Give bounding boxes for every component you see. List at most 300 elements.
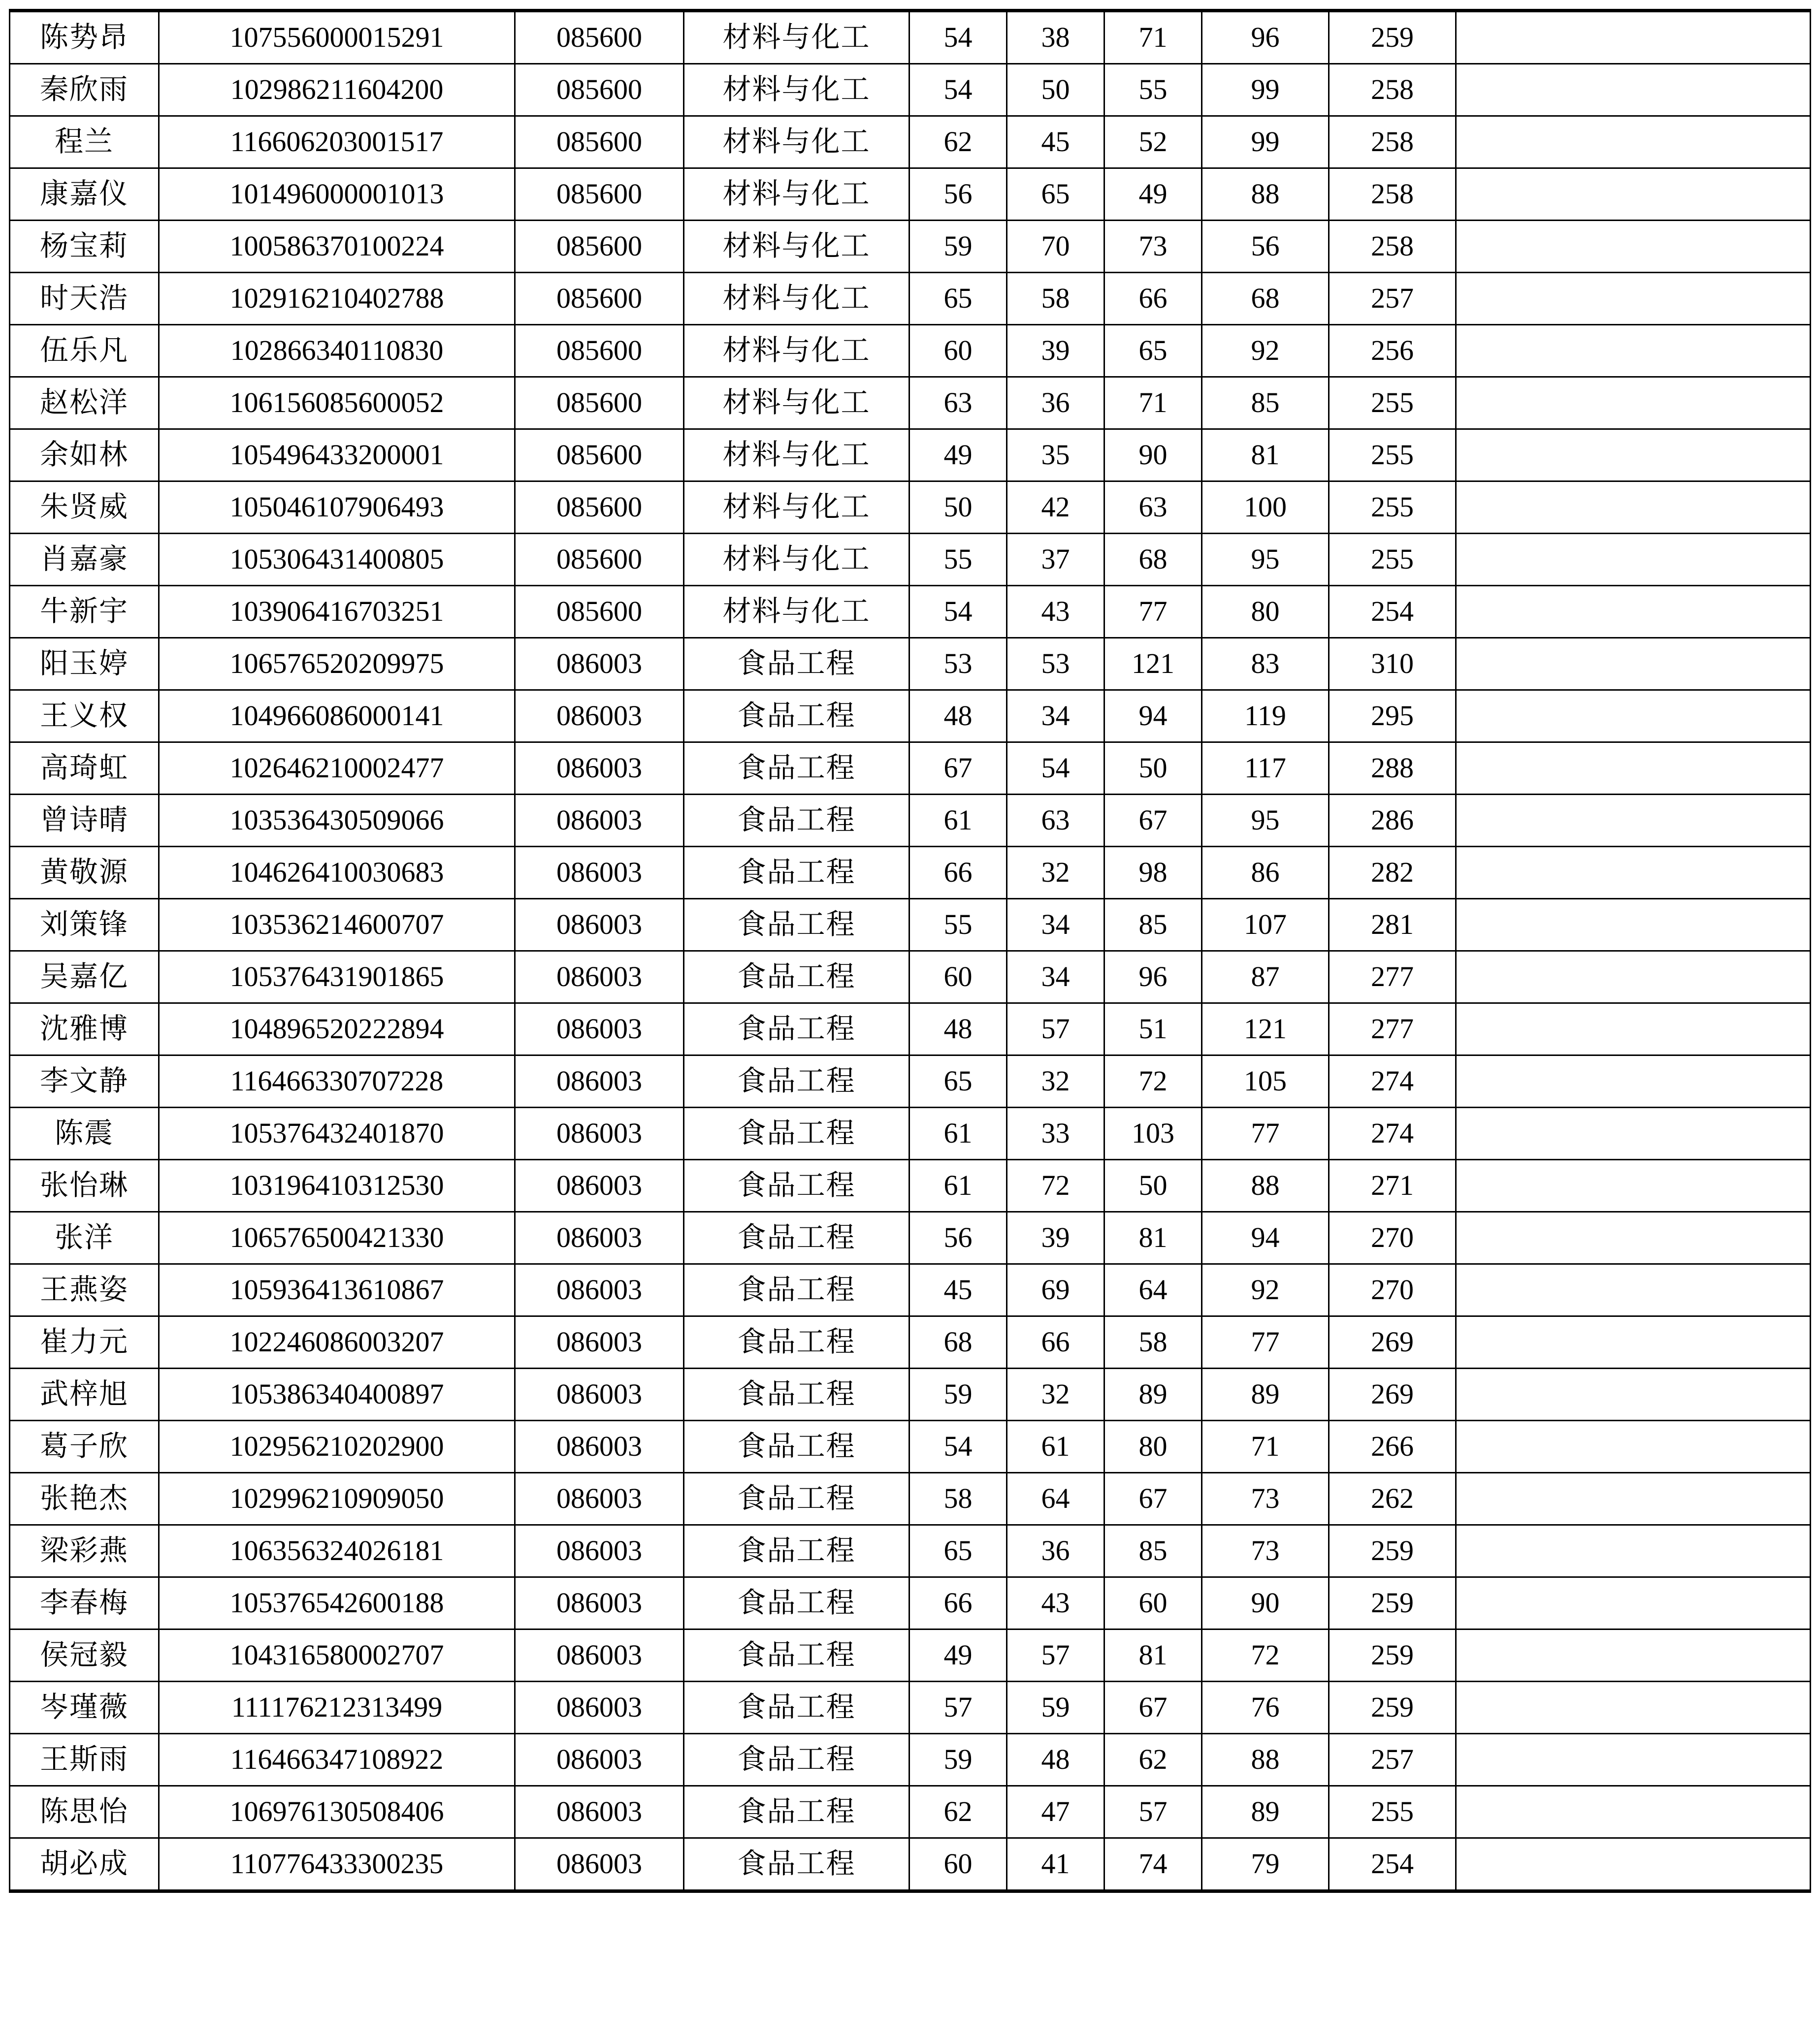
table-row [10, 64, 1811, 116]
cell-score-professional: 73 [1202, 1473, 1329, 1525]
cell-remark [1456, 742, 1811, 795]
cell-name: 张怡琳 [10, 1160, 159, 1212]
cell-major-code: 085600 [515, 481, 684, 534]
cell-remark [1456, 1055, 1811, 1108]
cell-score-politics: 45 [909, 1264, 1007, 1316]
cell-score-math: 71 [1104, 377, 1202, 429]
cell-score-english: 48 [1007, 1734, 1104, 1786]
cell-major-name: 食品工程 [684, 795, 909, 847]
cell-score-math: 63 [1104, 481, 1202, 534]
cell-score-english: 45 [1007, 116, 1104, 168]
cell-major-code: 086003 [515, 1421, 684, 1473]
table-row [10, 1473, 1811, 1525]
cell-score-professional: 121 [1202, 1003, 1329, 1055]
cell-major-code: 085600 [515, 168, 684, 221]
cell-score-politics: 65 [909, 1525, 1007, 1577]
cell-exam-id: 105386340400897 [159, 1369, 515, 1421]
table-row [10, 221, 1811, 273]
cell-score-math: 85 [1104, 899, 1202, 951]
cell-exam-id: 111176212313499 [159, 1682, 515, 1734]
cell-remark [1456, 1264, 1811, 1316]
cell-remark [1456, 1629, 1811, 1682]
cell-exam-id: 105306431400805 [159, 534, 515, 586]
cell-major-code: 086003 [515, 899, 684, 951]
cell-major-code: 085600 [515, 429, 684, 481]
table-row [10, 690, 1811, 742]
table-row [10, 273, 1811, 325]
cell-score-math: 65 [1104, 325, 1202, 377]
cell-score-english: 32 [1007, 1055, 1104, 1108]
cell-score-math: 66 [1104, 273, 1202, 325]
cell-exam-id: 100586370100224 [159, 221, 515, 273]
cell-score-professional: 83 [1202, 638, 1329, 690]
cell-exam-id: 102996210909050 [159, 1473, 515, 1525]
cell-exam-id: 106156085600052 [159, 377, 515, 429]
cell-name: 曾诗晴 [10, 795, 159, 847]
cell-total: 274 [1329, 1055, 1456, 1108]
cell-score-politics: 61 [909, 1160, 1007, 1212]
cell-score-professional: 94 [1202, 1212, 1329, 1264]
cell-score-math: 57 [1104, 1786, 1202, 1838]
cell-total: 259 [1329, 1629, 1456, 1682]
cell-major-code: 086003 [515, 742, 684, 795]
cell-total: 277 [1329, 1003, 1456, 1055]
cell-major-name: 食品工程 [684, 1682, 909, 1734]
table-row [10, 1838, 1811, 1891]
cell-name: 康嘉仪 [10, 168, 159, 221]
cell-score-english: 36 [1007, 1525, 1104, 1577]
cell-score-english: 43 [1007, 1577, 1104, 1629]
cell-score-math: 81 [1104, 1629, 1202, 1682]
cell-score-politics: 49 [909, 1629, 1007, 1682]
cell-remark [1456, 273, 1811, 325]
cell-remark [1456, 690, 1811, 742]
cell-major-code: 086003 [515, 795, 684, 847]
cell-exam-id: 102866340110830 [159, 325, 515, 377]
cell-total: 257 [1329, 1734, 1456, 1786]
cell-name: 陈势昂 [10, 11, 159, 64]
cell-major-code: 086003 [515, 1160, 684, 1212]
cell-remark [1456, 847, 1811, 899]
cell-score-professional: 73 [1202, 1525, 1329, 1577]
cell-major-name: 食品工程 [684, 1421, 909, 1473]
cell-score-professional: 88 [1202, 168, 1329, 221]
cell-score-english: 50 [1007, 64, 1104, 116]
cell-score-english: 34 [1007, 951, 1104, 1003]
cell-major-code: 085600 [515, 221, 684, 273]
cell-total: 269 [1329, 1316, 1456, 1369]
cell-name: 余如林 [10, 429, 159, 481]
cell-remark [1456, 1316, 1811, 1369]
cell-total: 281 [1329, 899, 1456, 951]
cell-remark [1456, 899, 1811, 951]
cell-remark [1456, 64, 1811, 116]
cell-name: 张艳杰 [10, 1473, 159, 1525]
cell-score-math: 55 [1104, 64, 1202, 116]
cell-score-math: 71 [1104, 11, 1202, 64]
cell-major-name: 食品工程 [684, 690, 909, 742]
cell-remark [1456, 1525, 1811, 1577]
cell-major-name: 食品工程 [684, 638, 909, 690]
cell-total: 274 [1329, 1108, 1456, 1160]
cell-score-professional: 96 [1202, 11, 1329, 64]
table-row [10, 847, 1811, 899]
cell-score-politics: 59 [909, 221, 1007, 273]
cell-major-name: 食品工程 [684, 1786, 909, 1838]
cell-major-code: 086003 [515, 1108, 684, 1160]
table-row [10, 951, 1811, 1003]
table-row [10, 1316, 1811, 1369]
cell-score-professional: 86 [1202, 847, 1329, 899]
table-row [10, 1160, 1811, 1212]
cell-major-name: 食品工程 [684, 1734, 909, 1786]
cell-score-english: 65 [1007, 168, 1104, 221]
cell-score-professional: 85 [1202, 377, 1329, 429]
cell-major-name: 食品工程 [684, 1473, 909, 1525]
cell-exam-id: 103906416703251 [159, 586, 515, 638]
cell-score-math: 85 [1104, 1525, 1202, 1577]
cell-exam-id: 110776433300235 [159, 1838, 515, 1891]
table-row [10, 1734, 1811, 1786]
cell-exam-id: 116466347108922 [159, 1734, 515, 1786]
cell-score-professional: 90 [1202, 1577, 1329, 1629]
cell-exam-id: 106576500421330 [159, 1212, 515, 1264]
cell-exam-id: 106356324026181 [159, 1525, 515, 1577]
cell-exam-id: 106976130508406 [159, 1786, 515, 1838]
cell-score-math: 90 [1104, 429, 1202, 481]
cell-score-politics: 55 [909, 899, 1007, 951]
cell-major-name: 材料与化工 [684, 377, 909, 429]
cell-total: 282 [1329, 847, 1456, 899]
cell-name: 高琦虹 [10, 742, 159, 795]
cell-major-name: 食品工程 [684, 742, 909, 795]
cell-major-name: 食品工程 [684, 847, 909, 899]
cell-major-name: 食品工程 [684, 1264, 909, 1316]
cell-total: 255 [1329, 481, 1456, 534]
cell-major-name: 材料与化工 [684, 534, 909, 586]
cell-score-english: 32 [1007, 1369, 1104, 1421]
cell-score-politics: 50 [909, 481, 1007, 534]
cell-score-professional: 89 [1202, 1786, 1329, 1838]
cell-score-politics: 66 [909, 847, 1007, 899]
cell-score-math: 67 [1104, 795, 1202, 847]
cell-score-english: 61 [1007, 1421, 1104, 1473]
cell-exam-id: 102246086003207 [159, 1316, 515, 1369]
cell-major-name: 食品工程 [684, 1003, 909, 1055]
cell-name: 王斯雨 [10, 1734, 159, 1786]
cell-total: 255 [1329, 377, 1456, 429]
cell-major-name: 食品工程 [684, 1577, 909, 1629]
cell-total: 259 [1329, 1577, 1456, 1629]
cell-major-name: 材料与化工 [684, 168, 909, 221]
cell-score-politics: 61 [909, 795, 1007, 847]
cell-remark [1456, 1838, 1811, 1891]
cell-score-politics: 61 [909, 1108, 1007, 1160]
cell-score-politics: 60 [909, 325, 1007, 377]
table-row [10, 429, 1811, 481]
cell-score-professional: 95 [1202, 534, 1329, 586]
cell-exam-id: 106576520209975 [159, 638, 515, 690]
table-row [10, 116, 1811, 168]
cell-major-name: 食品工程 [684, 1525, 909, 1577]
cell-name: 程兰 [10, 116, 159, 168]
cell-score-math: 49 [1104, 168, 1202, 221]
cell-score-politics: 48 [909, 1003, 1007, 1055]
cell-score-math: 67 [1104, 1473, 1202, 1525]
table-row [10, 795, 1811, 847]
cell-total: 258 [1329, 116, 1456, 168]
cell-score-professional: 77 [1202, 1316, 1329, 1369]
cell-exam-id: 103536430509066 [159, 795, 515, 847]
cell-total: 254 [1329, 1838, 1456, 1891]
cell-major-name: 材料与化工 [684, 273, 909, 325]
cell-name: 侯冠毅 [10, 1629, 159, 1682]
cell-major-code: 086003 [515, 1786, 684, 1838]
cell-major-code: 085600 [515, 586, 684, 638]
cell-score-math: 50 [1104, 742, 1202, 795]
cell-major-name: 材料与化工 [684, 325, 909, 377]
cell-score-professional: 79 [1202, 1838, 1329, 1891]
cell-major-code: 086003 [515, 1473, 684, 1525]
cell-score-professional: 100 [1202, 481, 1329, 534]
cell-score-professional: 68 [1202, 273, 1329, 325]
cell-name: 岑瑾薇 [10, 1682, 159, 1734]
cell-score-english: 38 [1007, 11, 1104, 64]
cell-name: 时天浩 [10, 273, 159, 325]
cell-score-math: 64 [1104, 1264, 1202, 1316]
cell-score-math: 81 [1104, 1212, 1202, 1264]
cell-major-name: 材料与化工 [684, 11, 909, 64]
cell-remark [1456, 951, 1811, 1003]
cell-major-name: 食品工程 [684, 1055, 909, 1108]
cell-score-professional: 92 [1202, 1264, 1329, 1316]
cell-total: 269 [1329, 1369, 1456, 1421]
cell-name: 崔力元 [10, 1316, 159, 1369]
cell-total: 270 [1329, 1264, 1456, 1316]
cell-major-name: 材料与化工 [684, 586, 909, 638]
cell-total: 254 [1329, 586, 1456, 638]
cell-name: 阳玉婷 [10, 638, 159, 690]
cell-score-english: 34 [1007, 899, 1104, 951]
table-row [10, 638, 1811, 690]
cell-score-english: 39 [1007, 325, 1104, 377]
cell-score-professional: 89 [1202, 1369, 1329, 1421]
cell-exam-id: 102986211604200 [159, 64, 515, 116]
cell-score-professional: 71 [1202, 1421, 1329, 1473]
cell-score-math: 96 [1104, 951, 1202, 1003]
cell-major-code: 085600 [515, 534, 684, 586]
cell-score-professional: 77 [1202, 1108, 1329, 1160]
cell-score-politics: 66 [909, 1577, 1007, 1629]
cell-name: 陈思怡 [10, 1786, 159, 1838]
table-body [10, 11, 1811, 1891]
cell-major-code: 085600 [515, 64, 684, 116]
cell-major-code: 086003 [515, 1264, 684, 1316]
cell-major-code: 085600 [515, 377, 684, 429]
cell-major-code: 086003 [515, 1838, 684, 1891]
cell-name: 武梓旭 [10, 1369, 159, 1421]
cell-major-name: 材料与化工 [684, 221, 909, 273]
cell-score-politics: 59 [909, 1734, 1007, 1786]
cell-score-math: 62 [1104, 1734, 1202, 1786]
table-row [10, 377, 1811, 429]
table-row [10, 1212, 1811, 1264]
cell-score-english: 37 [1007, 534, 1104, 586]
cell-exam-id: 107556000015291 [159, 11, 515, 64]
cell-score-math: 51 [1104, 1003, 1202, 1055]
cell-major-code: 086003 [515, 1525, 684, 1577]
cell-name: 秦欣雨 [10, 64, 159, 116]
cell-total: 258 [1329, 64, 1456, 116]
cell-score-politics: 53 [909, 638, 1007, 690]
cell-remark [1456, 638, 1811, 690]
cell-total: 295 [1329, 690, 1456, 742]
cell-major-code: 086003 [515, 690, 684, 742]
cell-total: 257 [1329, 273, 1456, 325]
cell-remark [1456, 1108, 1811, 1160]
cell-exam-id: 105376431901865 [159, 951, 515, 1003]
cell-total: 266 [1329, 1421, 1456, 1473]
table-row [10, 1055, 1811, 1108]
cell-major-name: 食品工程 [684, 1316, 909, 1369]
cell-total: 288 [1329, 742, 1456, 795]
cell-remark [1456, 534, 1811, 586]
cell-score-professional: 119 [1202, 690, 1329, 742]
cell-total: 271 [1329, 1160, 1456, 1212]
cell-exam-id: 104626410030683 [159, 847, 515, 899]
table-row [10, 168, 1811, 221]
cell-score-math: 73 [1104, 221, 1202, 273]
cell-major-name: 食品工程 [684, 1212, 909, 1264]
cell-name: 伍乐凡 [10, 325, 159, 377]
cell-total: 256 [1329, 325, 1456, 377]
cell-remark [1456, 586, 1811, 638]
table-row [10, 481, 1811, 534]
cell-remark [1456, 1369, 1811, 1421]
cell-exam-id: 102646210002477 [159, 742, 515, 795]
cell-major-code: 086003 [515, 1577, 684, 1629]
cell-score-professional: 88 [1202, 1160, 1329, 1212]
admission-score-table [9, 9, 1811, 1893]
cell-score-math: 52 [1104, 116, 1202, 168]
cell-major-name: 材料与化工 [684, 481, 909, 534]
cell-major-code: 086003 [515, 1212, 684, 1264]
cell-score-professional: 105 [1202, 1055, 1329, 1108]
cell-remark [1456, 116, 1811, 168]
cell-total: 255 [1329, 1786, 1456, 1838]
cell-score-english: 34 [1007, 690, 1104, 742]
cell-score-politics: 60 [909, 951, 1007, 1003]
cell-score-math: 67 [1104, 1682, 1202, 1734]
cell-score-politics: 54 [909, 64, 1007, 116]
cell-score-politics: 59 [909, 1369, 1007, 1421]
cell-total: 310 [1329, 638, 1456, 690]
cell-score-math: 50 [1104, 1160, 1202, 1212]
table-row [10, 899, 1811, 951]
cell-remark [1456, 429, 1811, 481]
cell-score-english: 36 [1007, 377, 1104, 429]
cell-total: 255 [1329, 429, 1456, 481]
cell-score-english: 57 [1007, 1629, 1104, 1682]
table-row [10, 742, 1811, 795]
cell-major-name: 食品工程 [684, 951, 909, 1003]
cell-name: 肖嘉豪 [10, 534, 159, 586]
cell-major-code: 086003 [515, 1734, 684, 1786]
cell-score-english: 54 [1007, 742, 1104, 795]
cell-score-math: 77 [1104, 586, 1202, 638]
cell-score-politics: 49 [909, 429, 1007, 481]
cell-name: 胡必成 [10, 1838, 159, 1891]
cell-score-professional: 56 [1202, 221, 1329, 273]
table-row [10, 1264, 1811, 1316]
cell-major-name: 食品工程 [684, 1108, 909, 1160]
cell-name: 牛新宇 [10, 586, 159, 638]
cell-remark [1456, 1577, 1811, 1629]
cell-score-math: 121 [1104, 638, 1202, 690]
cell-score-english: 66 [1007, 1316, 1104, 1369]
cell-name: 王燕姿 [10, 1264, 159, 1316]
cell-score-politics: 56 [909, 168, 1007, 221]
cell-name: 梁彩燕 [10, 1525, 159, 1577]
cell-score-english: 59 [1007, 1682, 1104, 1734]
cell-major-code: 086003 [515, 1369, 684, 1421]
cell-remark [1456, 168, 1811, 221]
cell-score-math: 80 [1104, 1421, 1202, 1473]
cell-score-math: 58 [1104, 1316, 1202, 1369]
table-row [10, 1108, 1811, 1160]
cell-major-name: 材料与化工 [684, 64, 909, 116]
cell-major-code: 086003 [515, 847, 684, 899]
table-row [10, 1369, 1811, 1421]
cell-major-code: 086003 [515, 1055, 684, 1108]
cell-score-english: 39 [1007, 1212, 1104, 1264]
cell-major-name: 材料与化工 [684, 429, 909, 481]
cell-score-professional: 81 [1202, 429, 1329, 481]
cell-score-english: 32 [1007, 847, 1104, 899]
cell-score-politics: 60 [909, 1838, 1007, 1891]
cell-total: 286 [1329, 795, 1456, 847]
cell-total: 277 [1329, 951, 1456, 1003]
cell-score-math: 60 [1104, 1577, 1202, 1629]
cell-name: 张洋 [10, 1212, 159, 1264]
cell-name: 李文静 [10, 1055, 159, 1108]
cell-score-math: 74 [1104, 1838, 1202, 1891]
cell-remark [1456, 377, 1811, 429]
cell-score-math: 68 [1104, 534, 1202, 586]
table-row [10, 534, 1811, 586]
cell-remark [1456, 325, 1811, 377]
cell-remark [1456, 1786, 1811, 1838]
cell-major-name: 材料与化工 [684, 116, 909, 168]
cell-major-code: 086003 [515, 951, 684, 1003]
cell-major-code: 086003 [515, 1003, 684, 1055]
cell-major-code: 085600 [515, 11, 684, 64]
cell-remark [1456, 795, 1811, 847]
cell-score-english: 64 [1007, 1473, 1104, 1525]
table-row [10, 1629, 1811, 1682]
cell-exam-id: 104316580002707 [159, 1629, 515, 1682]
cell-total: 258 [1329, 221, 1456, 273]
cell-name: 葛子欣 [10, 1421, 159, 1473]
cell-score-professional: 107 [1202, 899, 1329, 951]
cell-score-politics: 54 [909, 11, 1007, 64]
cell-score-politics: 67 [909, 742, 1007, 795]
cell-exam-id: 102916210402788 [159, 273, 515, 325]
cell-score-english: 69 [1007, 1264, 1104, 1316]
cell-name: 杨宝莉 [10, 221, 159, 273]
cell-score-politics: 55 [909, 534, 1007, 586]
cell-exam-id: 103196410312530 [159, 1160, 515, 1212]
